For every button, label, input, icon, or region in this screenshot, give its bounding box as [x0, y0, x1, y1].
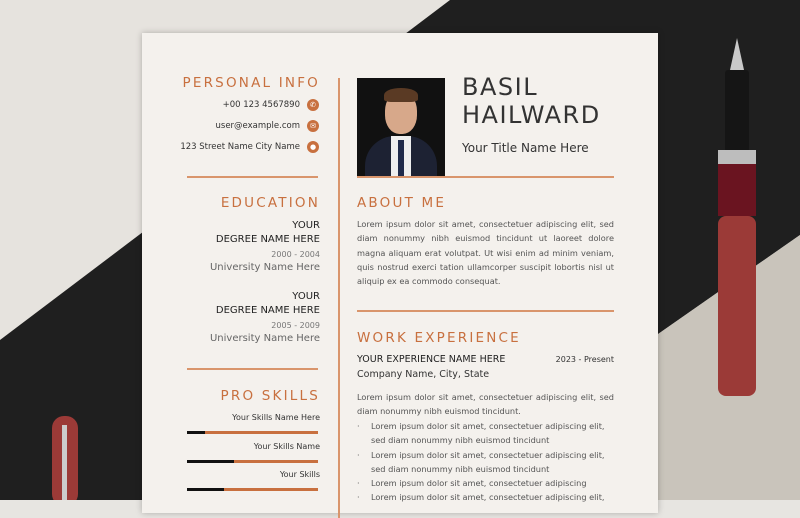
experience-bullets — [357, 419, 605, 505]
skill-bar-fill — [187, 460, 234, 463]
company: Company Name, City, State — [357, 369, 490, 380]
skills-heading: PRO SKILLS — [220, 388, 320, 404]
degree-name: DEGREE NAME HERE — [215, 305, 320, 316]
location-icon: ● — [307, 141, 319, 153]
bullet-item: · Lorem ipsum dolor sit amet, consectetuer adipiscing elit, sed diam nonummy nibh euismod tincidunt — [357, 448, 605, 477]
education-heading: EDUCATION — [220, 195, 320, 211]
skill-bar — [187, 460, 318, 463]
text-line: magna aliquam erat volutpat. Ut wisi enim ad minim veniam, — [357, 247, 614, 258]
text-line: diam nonummy nibh euismod tincidunt. — [357, 406, 521, 417]
divider — [357, 310, 614, 312]
email-icon: ✉ — [307, 120, 319, 132]
address: 123 Street Name City Name — [180, 142, 300, 152]
column-divider — [338, 78, 340, 518]
divider — [357, 176, 614, 178]
about-heading: ABOUT ME — [357, 195, 447, 211]
skill-bar-fill — [187, 431, 205, 434]
personal-info-heading: PERSONAL INFO — [182, 75, 320, 91]
resume-page — [142, 33, 658, 513]
degree-name: DEGREE NAME HERE — [215, 234, 320, 245]
experience-summary — [357, 390, 614, 419]
name-first: BASIL — [462, 73, 539, 101]
text-line: Lorem ipsum dolor sit amet, consectetuer adipiscing elit, sed — [357, 392, 614, 402]
degree-years: 2000 - 2004 — [271, 250, 320, 259]
skill-bar — [187, 431, 318, 434]
divider — [187, 368, 318, 370]
skill-bar — [187, 488, 318, 491]
name-last: HAILWARD — [462, 101, 601, 129]
text-line: quis nostrud exerci tation ullamcorper suscipit lobortis nisl ut — [357, 261, 614, 272]
university: University Name Here — [209, 262, 320, 273]
degree-line1: YOUR — [292, 220, 320, 231]
skill-name: Your Skills Name Here — [232, 413, 320, 422]
bullet-item: · Lorem ipsum dolor sit amet, consectetuer adipiscing elit, — [357, 490, 605, 504]
email: user@example.com — [215, 121, 300, 131]
degree-line1: YOUR — [292, 291, 320, 302]
experience-title: YOUR EXPERIENCE NAME HERE — [357, 354, 506, 365]
text-line: Lorem ipsum dolor sit amet, consectetuer adipiscing elit, sed — [357, 219, 614, 229]
profile-photo — [357, 78, 445, 177]
university: University Name Here — [209, 333, 320, 344]
job-title: Your Title Name Here — [462, 141, 589, 155]
skill-name: Your Skills — [279, 470, 320, 479]
phone-icon: ✆ — [307, 99, 319, 111]
phone: +00 123 4567890 — [222, 100, 300, 110]
experience-dates: 2023 - Present — [555, 355, 614, 364]
about-text — [357, 217, 614, 288]
text-line: diam nonummy nibh euismod tincidunt ut laoreet dolore — [357, 233, 614, 244]
degree-years: 2005 - 2009 — [271, 321, 320, 330]
divider — [187, 176, 318, 178]
skill-bar-fill — [187, 488, 224, 491]
skill-name: Your Skills Name — [253, 442, 320, 451]
text-line: aliquip ex ea commodo consequat. — [357, 276, 501, 287]
pen-icon — [52, 416, 78, 500]
bullet-item: · Lorem ipsum dolor sit amet, consectetuer adipiscing elit, sed diam nonummy nibh euismod tincidunt — [357, 419, 605, 448]
work-heading: WORK EXPERIENCE — [357, 330, 521, 346]
bullet-item: · Lorem ipsum dolor sit amet, consectetuer adipiscing — [357, 476, 605, 490]
